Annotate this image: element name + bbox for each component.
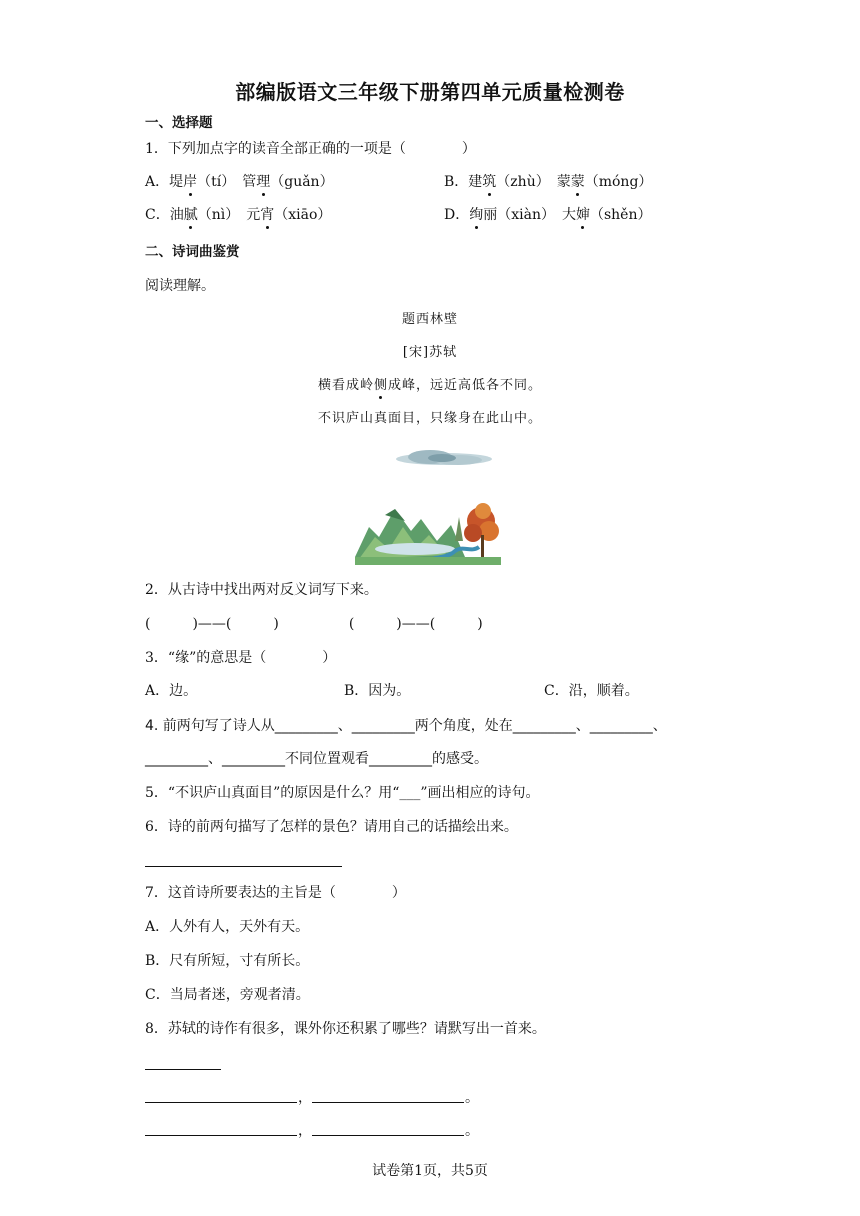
- answer-line[interactable]: [145, 1102, 297, 1103]
- question-5-stem: [145, 783, 540, 803]
- underline-mark: ___: [399, 785, 421, 801]
- question-6-stem: 6．诗的前两句描写了怎样的景色？请用自己的话描绘出来。: [145, 819, 518, 835]
- question-5-text: 5．“不识庐山真面目”的原因是什么？用“: [145, 785, 400, 801]
- page-footer: 试卷第1页，共5页: [372, 1163, 488, 1179]
- question-2-answer-pairs[interactable]: ( )——( ) ( )——( ): [145, 616, 483, 632]
- q1-option-b-text: （móng）: [584, 174, 653, 190]
- comma-mark: ，: [298, 1090, 312, 1106]
- dotted-char: 绚: [469, 207, 484, 223]
- q1-option-b-text: B．建: [444, 174, 483, 190]
- q1-option-a-text: （guǎn）: [270, 174, 334, 190]
- period-mark: 。: [465, 1090, 479, 1106]
- poem-line-2: 不识庐山真面目，只缘身在此山中。: [317, 411, 542, 426]
- q7-option-a[interactable]: A．人外有人，天外有天。: [145, 919, 310, 935]
- answer-line[interactable]: [312, 1102, 464, 1103]
- q3-option-c[interactable]: C．沿，顺着。: [544, 683, 639, 699]
- poem-author: [宋]苏轼: [402, 345, 458, 360]
- poem-text: 横看成岭: [317, 378, 374, 393]
- question-5-text: ”画出相应的诗句。: [420, 785, 540, 801]
- q1-option-d-text: D．: [444, 207, 470, 223]
- q1-option-c-text: （xiāo）: [274, 207, 332, 223]
- question-3-stem: 3．“缘”的意思是（ ）: [145, 650, 337, 666]
- reading-instruction: 阅读理解。: [145, 278, 215, 294]
- q1-option-a-text: A．堤: [145, 174, 184, 190]
- poem-line-1: [0, 377, 860, 395]
- q1-option-d-text: 丽（xiàn） 大: [483, 207, 576, 223]
- cloud-illustration: [392, 446, 496, 472]
- q1-option-b[interactable]: [444, 172, 652, 192]
- q1-option-a-text: （tí） 管: [197, 174, 257, 190]
- question-4-line-1[interactable]: 4. 前两句写了诗人从_________、_________两个角度，处在_________、_________、: [145, 718, 667, 734]
- q1-option-c-text: （nì） 元: [197, 207, 261, 223]
- poem-text: 成峰，远近高低各不同。: [388, 378, 543, 393]
- q1-option-a[interactable]: [145, 172, 334, 192]
- dotted-char: 筑: [482, 174, 497, 190]
- section-heading-poetry: 二、诗词曲鉴赏: [145, 244, 240, 260]
- q3-option-a[interactable]: A．边。: [145, 683, 198, 699]
- section-heading-choice: 一、选择题: [145, 115, 213, 131]
- dotted-char: 婶: [575, 207, 590, 223]
- question-4-line-2[interactable]: _________、_________不同位置观看_________的感受。: [145, 751, 488, 767]
- poem-title: 题西林壁: [401, 312, 458, 327]
- page-title: 部编版语文三年级下册第四单元质量检测卷: [235, 80, 625, 104]
- answer-line-title[interactable]: [145, 1069, 221, 1070]
- q3-option-b[interactable]: B．因为。: [344, 683, 411, 699]
- answer-line[interactable]: [145, 866, 342, 867]
- dotted-char: 宵: [260, 207, 275, 223]
- dotted-char: 侧: [373, 378, 388, 393]
- period-mark: 。: [465, 1123, 479, 1139]
- q1-option-b-text: （zhù） 蒙: [496, 174, 571, 190]
- question-1-stem: 1．下列加点字的读音全部正确的一项是（ ）: [145, 141, 476, 157]
- answer-line[interactable]: [312, 1135, 464, 1136]
- dotted-char: 理: [256, 174, 271, 190]
- dotted-char: 腻: [183, 207, 198, 223]
- dotted-char: 蒙: [570, 174, 585, 190]
- q1-option-c-text: C．油: [145, 207, 184, 223]
- question-8-stem: 8．苏轼的诗作有很多，课外你还积累了哪些？请默写出一首来。: [145, 1021, 546, 1037]
- mountain-landscape-illustration: [355, 497, 501, 565]
- q7-option-b[interactable]: B．尺有所短，寸有所长。: [145, 953, 310, 969]
- q7-option-c[interactable]: C．当局者迷，旁观者清。: [145, 987, 310, 1003]
- question-7-stem: 7．这首诗所要表达的主旨是（ ）: [145, 885, 406, 901]
- q1-option-d[interactable]: [444, 205, 652, 225]
- dotted-char: 岸: [183, 174, 198, 190]
- answer-line[interactable]: [145, 1135, 297, 1136]
- comma-mark: ，: [298, 1123, 312, 1139]
- question-2-stem: 2．从古诗中找出两对反义词写下来。: [145, 582, 378, 598]
- q1-option-c[interactable]: [145, 205, 331, 225]
- q1-option-d-text: （shěn）: [589, 207, 652, 223]
